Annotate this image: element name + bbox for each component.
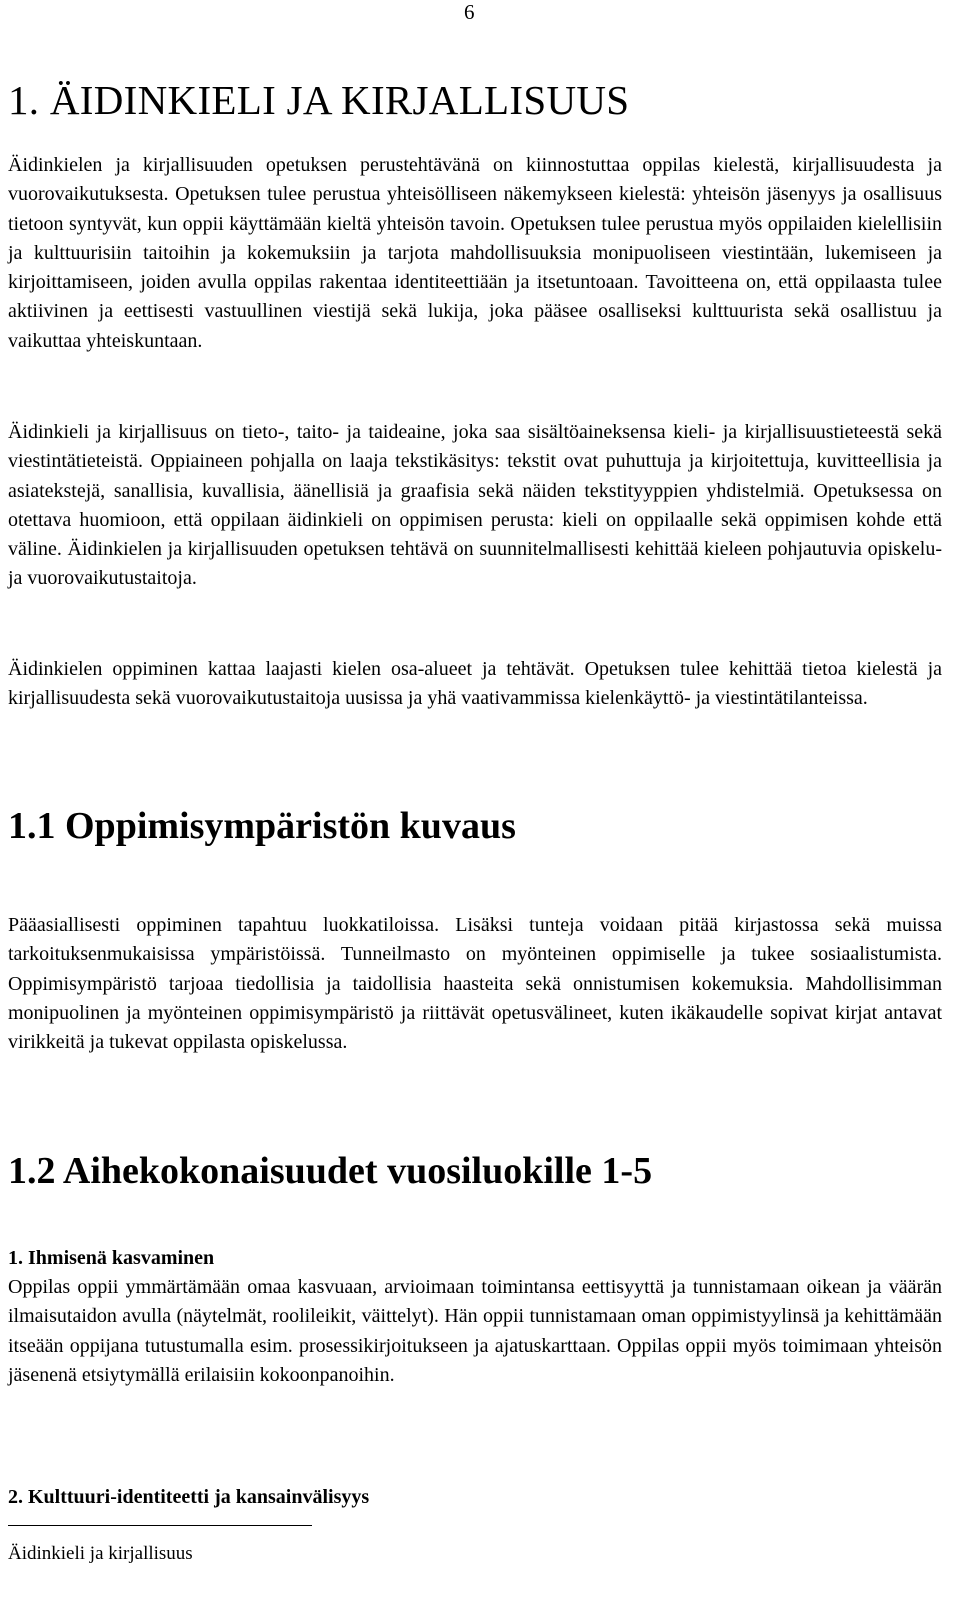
footer-rule xyxy=(8,1525,312,1526)
paragraph-environment: Pääasiallisesti oppiminen tapahtuu luokkatiloissa. Lisäksi tunteja voidaan pitää kirjastossa sekä muissa tarkoituksenmukaisissa ympäristöissä. Tunneilmasto on myönteinen oppimiselle ja tukee sosiaalistumista. Oppimisympäristö tarjoaa tiedollisia ja taidollisia haasteita sekä onnistumisen kokemuksia. Mahdollisimman monipuolinen ja myönteinen oppimisympäristö ja riittävät opetusvälineet, kuten ikäkaudelle sopivat kirjat antavat virikkeitä ja tukevat oppilasta opiskelussa. xyxy=(8,914,942,1054)
subheading-growth: 1. Ihmisenä kasvaminen xyxy=(8,1247,215,1269)
paragraph-intro: Äidinkielen ja kirjallisuuden opetuksen perustehtävänä on kiinnostuttaa oppilas kielestä, kirjallisuudesta ja vuorovaikutuksesta. Opetuksen tulee perustua yhteisölliseen näkemykseen kielestä: yhteisön jäsenyys ja osallisuus tietoon syntyvät, kun oppii käyttämään kieltä yhteisön tavoin. Opetuksen tulee perustua myös oppilaiden kielellisiin ja kulttuurisiin taitoihin ja kokemuksiin ja tarjota mahdollisuuksia monipuoliseen viestintään, lukemiseen ja kirjoittamiseen, joiden avulla oppilas rakentaa identiteettiään ja itsetuntoaan. Tavoitteena on, että oppilaasta tulee aktiivinen ja eettisesti vastuullinen viestijä sekä lukija, joka pääsee osalliseksi kulttuurista sekä osallistuu ja vaikuttaa yhteiskuntaan. xyxy=(8,154,942,352)
section-heading-1-2: 1.2 Aihekokonaisuudet vuosiluokille 1-5 xyxy=(8,1150,653,1192)
footer-text: Äidinkieli ja kirjallisuus xyxy=(8,1543,193,1564)
paragraph-growth: Oppilas oppii ymmärtämään omaa kasvuaan, arvioimaan toimintansa eettisyyttä ja tunnistamaan oikean ja väärän ilmaisutaidon avulla (näytelmät, roolileikit, väittelyt). Hän oppii tunnistamaan oman oppimistyylinsä ja kehittämään itseään oppijana tutustumalla esim. prosessikirjoitukseen ja ajatuskarttaan. Oppilas oppii myös toimimaan yhteisön jäsenenä etsiytymällä erilaisiin kokoonpanoihin. xyxy=(8,1276,942,1386)
subheading-culture: 2. Kulttuuri-identiteetti ja kansainvälisyys xyxy=(8,1486,370,1508)
paragraph-learning: Äidinkielen oppiminen kattaa laajasti kielen osa-alueet ja tehtävät. Opetuksen tulee kehittää tietoa kielestä ja kirjallisuudesta sekä vuorovaikutustaitoja uusissa ja yhä vaativammissa kielenkäyttö- ja viestintätilanteissa. xyxy=(8,658,942,710)
page-number: 6 xyxy=(464,0,475,24)
main-heading: 1. ÄIDINKIELI JA KIRJALLISUUS xyxy=(8,77,630,123)
paragraph-subject: Äidinkieli ja kirjallisuus on tieto-, taito- ja taideaine, joka saa sisältöaineksensa kieli- ja kirjallisuustieteestä sekä viestintätieteistä. Oppiaineen pohjalla on laaja tekstikäsitys: tekstit ovat puhuttuja ja kirjoitettuja, kuvitteellisia ja asiatekstejä, sanallisia, kuvallisia, äänellisiä ja graafisia sekä näiden tekstityyppien yhdistelmiä. Opetuksessa on otettava huomioon, että oppilaan äidinkieli on oppimisen perusta: kieli on oppilaalle sekä oppimisen kohde että väline. Äidinkielen ja kirjallisuuden opetuksen tehtävä on suunnitelmallisesti kehittää kieleen pohjautuvia opiskelu- ja vuorovaikutustaitoja. xyxy=(8,421,942,590)
section-heading-1-1: 1.1 Oppimisympäristön kuvaus xyxy=(8,805,516,847)
